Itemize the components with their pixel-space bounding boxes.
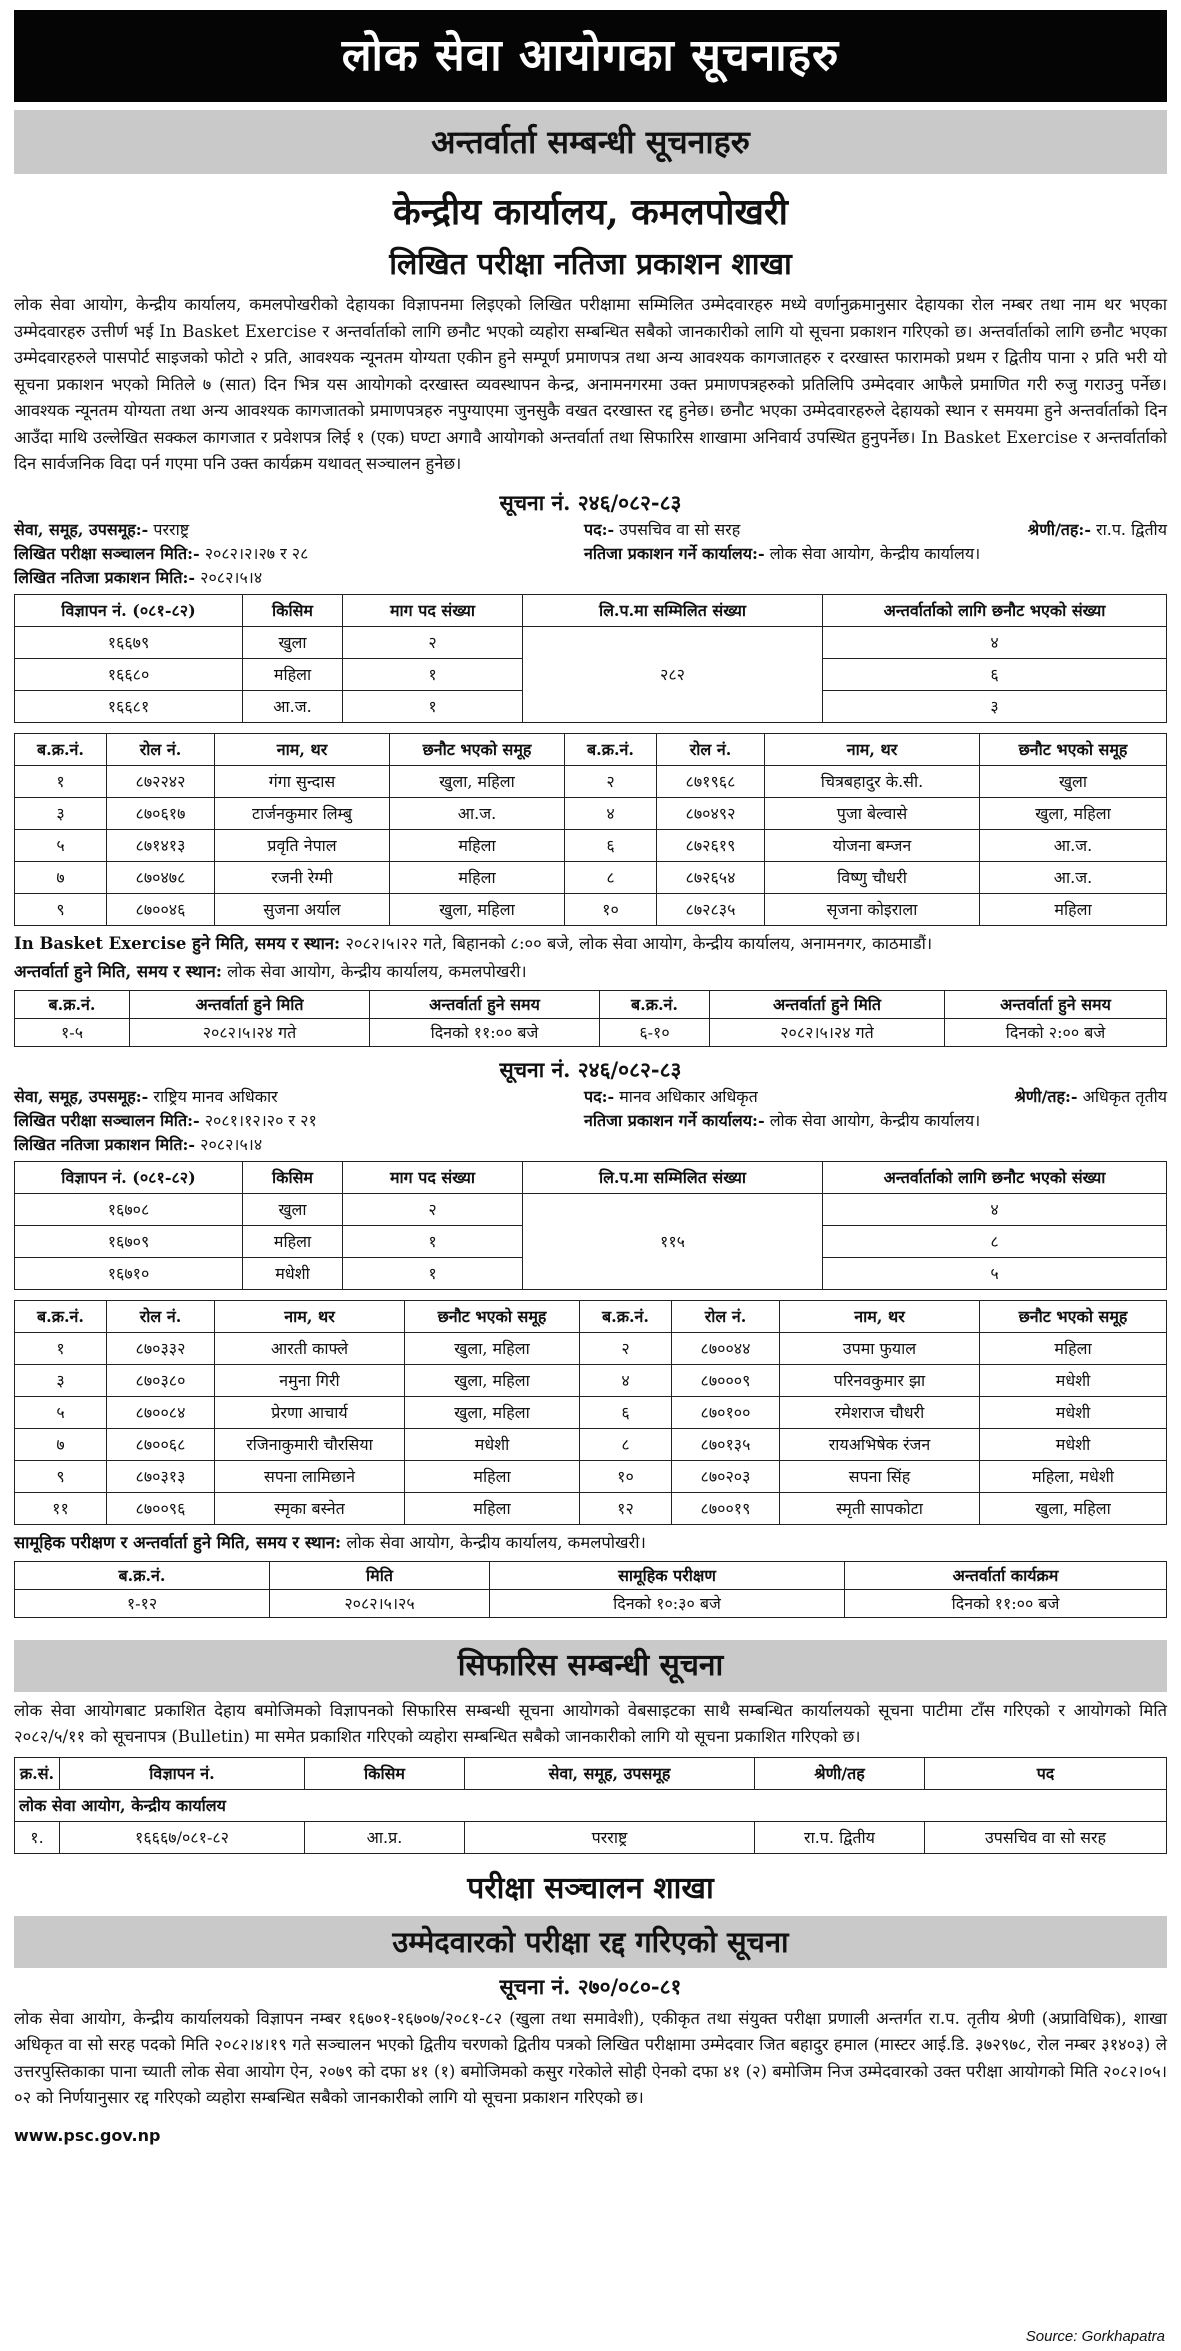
table-row [15, 765, 1167, 797]
cell: ५ [15, 1396, 107, 1428]
cell: आ.ज. [980, 829, 1167, 861]
table-header: नाम, थर [765, 733, 980, 765]
table-header: लि.प.मा सम्मिलित संख्या [523, 594, 823, 626]
cell: महिला, मधेशी [980, 1460, 1167, 1492]
cell: मधेशी [980, 1428, 1167, 1460]
cell: आ.ज. [243, 690, 343, 722]
cell: दिनको २:०० बजे [945, 1018, 1167, 1046]
table-header: ब.क्र.नं. [600, 990, 710, 1018]
cell: ८७०००९ [672, 1364, 780, 1396]
cell: ८७०३३२ [107, 1332, 215, 1364]
table-header: ब.क्र.नं. [15, 990, 130, 1018]
cell: चित्रबहादुर के.सी. [765, 765, 980, 797]
cell: ८७२६१९ [657, 829, 765, 861]
table-header: अन्तर्वार्ताको लागि छनौट भएको संख्या [823, 1161, 1167, 1193]
cell: खुला, महिला [405, 1364, 580, 1396]
level-value: अधिकृत तृतीय [1082, 1086, 1167, 1106]
exam-date-label: लिखित परीक्षा सञ्चालन मिति:- [14, 1110, 200, 1130]
table-header: माग पद संख्या [343, 594, 523, 626]
cell: ७ [15, 861, 107, 893]
table-header: ब.क्र.नं. [15, 1300, 107, 1332]
recommendation-title: सिफारिस सम्बन्धी सूचना [14, 1640, 1167, 1692]
cell: महिला [390, 861, 565, 893]
cell: ८७००१९ [672, 1492, 780, 1524]
table-header: पद [925, 1757, 1167, 1789]
group-test-info [14, 1529, 1167, 1557]
cell: १६६८० [15, 658, 243, 690]
notice-meta [14, 1109, 1167, 1133]
result-date-label: लिखित नतिजा प्रकाशन मिति:- [14, 567, 196, 587]
table-header: ब.क्र.नं. [15, 1561, 270, 1589]
cell: आरती काफ्ले [215, 1332, 405, 1364]
cell: नमुना गिरी [215, 1364, 405, 1396]
cell: ४ [565, 797, 657, 829]
cell: ८७०३१३ [107, 1460, 215, 1492]
result-date-label: लिखित नतिजा प्रकाशन मिति:- [14, 1134, 196, 1154]
interview-place-value: लोक सेवा आयोग, केन्द्रीय कार्यालय, कमलपोखरी। [227, 961, 527, 981]
cell: रायअभिषेक रंजन [780, 1428, 980, 1460]
table-header: रोल नं. [107, 733, 215, 765]
table-row [15, 1428, 1167, 1460]
table-header: अन्तर्वार्ता हुने समय [370, 990, 600, 1018]
cell: योजना बम्जन [765, 829, 980, 861]
cell: महिला [405, 1460, 580, 1492]
table-row [15, 1460, 1167, 1492]
cell: खुला, महिला [405, 1396, 580, 1428]
table-header: नाम, थर [780, 1300, 980, 1332]
notice-number: सूचना नं. २४६/०८२-८३ [499, 489, 682, 515]
cell: १ [343, 1257, 523, 1289]
cell: खुला [243, 626, 343, 658]
cell: २०८२।५।२५ [270, 1589, 490, 1617]
cell: १६७१० [15, 1257, 243, 1289]
cell: १ [343, 1225, 523, 1257]
table-header: रोल नं. [107, 1300, 215, 1332]
cell: १ [15, 1332, 107, 1364]
level-value: रा.प. द्वितीय [1096, 519, 1167, 539]
cell: २ [343, 626, 523, 658]
cell: ८७२६५४ [657, 861, 765, 893]
cell: ८७००४४ [672, 1332, 780, 1364]
cell: महिला [243, 658, 343, 690]
cell: ८७०३८० [107, 1364, 215, 1396]
cell: १२ [580, 1492, 672, 1524]
cell: ९ [15, 1460, 107, 1492]
cell: १६६८१ [15, 690, 243, 722]
table-header: ब.क्र.नं. [565, 733, 657, 765]
cell: मधेशी [980, 1396, 1167, 1428]
table-row [15, 797, 1167, 829]
cell: ३ [823, 690, 1167, 722]
interview-schedule-table [14, 990, 1167, 1047]
cell: ६ [565, 829, 657, 861]
group-place-label: सामूहिक परीक्षण र अन्तर्वार्ता हुने मिति, समय र स्थान: [14, 1532, 342, 1552]
cell: ८ [580, 1428, 672, 1460]
cell: परराष्ट्र [465, 1821, 755, 1853]
cell: ८७०४७८ [107, 861, 215, 893]
cell: टार्जनकुमार लिम्बु [215, 797, 390, 829]
cell: ८७००९६ [107, 1492, 215, 1524]
table-row [15, 1396, 1167, 1428]
notice-number: सूचना नं. २७०/०८०-८१ [499, 1973, 682, 1999]
table-row [15, 1018, 1167, 1046]
exam-date-label: लिखित परीक्षा सञ्चालन मिति:- [14, 543, 200, 563]
interview-place-label: अन्तर्वार्ता हुने मिति, समय र स्थान: [14, 961, 222, 981]
cell: विष्णु चौधरी [765, 861, 980, 893]
cell: ८ [565, 861, 657, 893]
table-header: रोल नं. [657, 733, 765, 765]
cell: मधेशी [980, 1364, 1167, 1396]
cell: ८७००८४ [107, 1396, 215, 1428]
table-row [15, 1332, 1167, 1364]
cancellation-title: उम्मेदवारको परीक्षा रद्द गरिएको सूचना [14, 1916, 1167, 1968]
post-label: पद:- [584, 519, 615, 539]
service-label: सेवा, समूह, उपसमूह:- [14, 1086, 149, 1106]
table-header: किसिम [243, 1161, 343, 1193]
cell: ३ [15, 1364, 107, 1396]
table-header: ब.क्र.नं. [580, 1300, 672, 1332]
cell: सपना सिंह [780, 1460, 980, 1492]
cell: प्रवृति नेपाल [215, 829, 390, 861]
service-label: सेवा, समूह, उपसमूह:- [14, 519, 149, 539]
exam-branch-heading: परीक्षा सञ्चालन शाखा [467, 1870, 714, 1906]
notice-meta [14, 518, 1167, 542]
service-value: राष्ट्रिय मानव अधिकार [153, 1086, 278, 1106]
cell: महिला [405, 1492, 580, 1524]
cell: ८७१४१३ [107, 829, 215, 861]
advertisement-table [14, 1161, 1167, 1290]
table-header: विज्ञापन नं. (०८१-८२) [15, 1161, 243, 1193]
cell: खुला [980, 765, 1167, 797]
cell: खुला, महिला [390, 893, 565, 925]
post-value: उपसचिव वा सो सरह [619, 519, 741, 539]
cell: उपमा फुयाल [780, 1332, 980, 1364]
cell: दिनको ११:०० बजे [845, 1589, 1167, 1617]
interview-place-info [14, 958, 1167, 986]
cell: ८७०२०३ [672, 1460, 780, 1492]
cell: ८७००६८ [107, 1428, 215, 1460]
level-label: श्रेणी/तह:- [1014, 1086, 1078, 1106]
cell: ८७०१०० [672, 1396, 780, 1428]
inbasket-label: In Basket Exercise हुने मिति, समय र स्थान: [14, 933, 341, 953]
cell: मधेशी [405, 1428, 580, 1460]
table-header: ब.क्र.नं. [15, 733, 107, 765]
cell: सुजना अर्याल [215, 893, 390, 925]
cell: १ [343, 658, 523, 690]
cell: १ [15, 765, 107, 797]
candidate-table [14, 733, 1167, 926]
cell: ३ [15, 797, 107, 829]
cell: ४ [580, 1364, 672, 1396]
table-header: छनौट भएको समूह [980, 733, 1167, 765]
table-row [15, 626, 1167, 658]
cell: ४ [823, 626, 1167, 658]
cell: खुला [243, 1193, 343, 1225]
notice-meta [14, 1133, 1167, 1157]
table-header: सामूहिक परीक्षण [490, 1561, 845, 1589]
cell: उपसचिव वा सो सरह [925, 1821, 1167, 1853]
table-header: श्रेणी/तह [755, 1757, 925, 1789]
post-label: पद:- [584, 1086, 615, 1106]
office-value: लोक सेवा आयोग, केन्द्रीय कार्यालय। [769, 1110, 981, 1130]
table-header: रोल नं. [672, 1300, 780, 1332]
table-header: अन्तर्वार्ताको लागि छनौट भएको संख्या [823, 594, 1167, 626]
exam-date: २०८१।१२।२० र २१ [204, 1110, 317, 1130]
cancellation-paragraph: लोक सेवा आयोग, केन्द्रीय कार्यालयको विज्ञापन नम्बर १६७०१-१६७०७/२०८१-८२ (खुला तथा समावेशी), एकीकृत तथा संयुक्त परीक्षा प्रणाली अन्तर्गत रा.प. तृतीय श्रेणी (अप्राविधिक), शाखा अधिकृत वा सो सरह पदको मिति २०८२।४।१९ गते सञ्चालन भएको द्वितीय चरणको द्वितीय पत्रको लिखित परीक्षामा उम्मेदवार जित बहादुर हमाल (मास्टर आई.डि. ३७२९७८, रोल नम्बर ३१४०३) ले उत्तरपुस्तिकाका पाना च्याती लोक सेवा आयोग ऐन, २०७९ को दफा ४१ (१) बमोजिमको कसुर गरेकोले सोही ऐनको दफा ४१ (२) बमोजिम निज उम्मेदवारको उक्त परीक्षा आयोगको मिति २०८२।०५।०२ को निर्णयानुसार रद्द गरिएको व्यहोरा सम्बन्धित सबैको जानकारीको लागि यो सूचना प्रकाशन गरिएको छ। [14, 2008, 1167, 2107]
cell: खुला, महिला [390, 765, 565, 797]
cell: सपना लामिछाने [215, 1460, 405, 1492]
cell: ५ [15, 829, 107, 861]
cell: १६६७९ [15, 626, 243, 658]
interview-section-title: अन्तर्वार्ता सम्बन्धी सूचनाहरु [14, 110, 1167, 174]
notice-meta [14, 566, 1167, 590]
result-date: २०८२।५।४ [200, 1134, 263, 1154]
cell: परिनवकुमार झा [780, 1364, 980, 1396]
cell: ९ [15, 893, 107, 925]
cell: २ [565, 765, 657, 797]
candidate-table [14, 1300, 1167, 1525]
cell: आ.प्र. [305, 1821, 465, 1853]
table-header: मिति [270, 1561, 490, 1589]
post-value: मानव अधिकार अधिकृत [619, 1086, 758, 1106]
branch-heading: लिखित परीक्षा नतिजा प्रकाशन शाखा [389, 247, 792, 282]
table-header: छनौट भएको समूह [405, 1300, 580, 1332]
cell: ८७०१३५ [672, 1428, 780, 1460]
office-label: नतिजा प्रकाशन गर्ने कार्यालय:- [584, 543, 765, 563]
table-row [15, 861, 1167, 893]
result-date: २०८२।५।४ [200, 567, 263, 587]
cell: १-१२ [15, 1589, 270, 1617]
notice-number: सूचना नं. २४६/०८२-८३ [499, 1056, 682, 1082]
cell: १० [565, 893, 657, 925]
cell: रा.प. द्वितीय [755, 1821, 925, 1853]
table-row [15, 1193, 1167, 1225]
cell: प्रेरणा आचार्य [215, 1396, 405, 1428]
cell: महिला [980, 1332, 1167, 1364]
inbasket-value: २०८२।५।२२ गते, बिहानको ८:०० बजे, लोक सेवा आयोग, केन्द्रीय कार्यालय, अनामनगर, काठमाडौं। [345, 933, 933, 953]
cell: महिला [390, 829, 565, 861]
cell: २ [343, 1193, 523, 1225]
intro-paragraph: लोक सेवा आयोग, केन्द्रीय कार्यालय, कमलपोखरीको देहायका विज्ञापनमा लिइएको लिखित परीक्षामा सम्मिलित उम्मेदवारहरु मध्ये वर्णानुक्रमानुसार देहायका रोल नम्बर तथा नाम थर भएका उम्मेदवारहरु उत्तीर्ण भई In Basket Exercise र अन्तर्वार्ताको लागि छनौट भएको व्यहोरा सम्बन्धित सबैको जानकारीको लागि यो सूचना प्रकाशन गरिएको छ। अन्तर्वार्ताको लागि छनौट भएका उम्मेदवारहरुले पासपोर्ट साइजको फोटो २ प्रति, आवश्यक न्यूनतम योग्यता एकीन हुने सम्पूर्ण प्रमाणपत्र तथा अन्य आवश्यक कागजातहरु र दरखास्त फारामको प्रथम र द्वितीय पाना २ प्रति भरी यो सूचना प्रकाशन भएको मितिले ७ (सात) दिन भित्र यस आयोगको दरखास्त व्यवस्थापन केन्द्र, अनामनगरमा उक्त प्रमाणपत्रहरुको प्रतिलिपि उम्मेदवार आफैले प्रमाणित गरी रुजु गराउनु पर्नेछ। आवश्यक न्यूनतम योग्यता तथा अन्य आवश्यक कागजातको प्रमाणपत्रहरु नपुग्याएमा जुनसुकै वखत दरखास्त रद्द हुनेछ। छनौट भएका उम्मेदवारहरुले देहायको स्थान र समयमा हुने अन्तर्वार्ताको दिन आउँदा माथि उल्लेखित सक्कल कागजात र प्रवेशपत्र लिई १ (एक) घण्टा अगावै आयोगको अन्तर्वार्ता तथा सिफारिस शाखामा अनिवार्य उपस्थित हुनुपर्नेछ। In Basket Exercise र अन्तर्वार्ताको दिन सार्वजनिक विदा पर्न गएमा पनि उक्त कार्यक्रम यथावत् सञ्चालन हुनेछ। [14, 295, 1167, 473]
cell: ४ [823, 1193, 1167, 1225]
cell: ८७१९६८ [657, 765, 765, 797]
table-header: नाम, थर [215, 1300, 405, 1332]
appeared-count: ११५ [523, 1193, 823, 1289]
office-heading: केन्द्रीय कार्यालय, कमलपोखरी [392, 191, 788, 233]
appeared-count: २८२ [523, 626, 823, 722]
cell: गंगा सुन्दास [215, 765, 390, 797]
website-text: www.psc.gov.np [14, 2125, 161, 2145]
table-header: छनौट भएको समूह [980, 1300, 1167, 1332]
table-row [15, 1821, 1167, 1853]
table-row [15, 893, 1167, 925]
cell: दिनको १०:३० बजे [490, 1589, 845, 1617]
cell: १६७०८ [15, 1193, 243, 1225]
cell: १६७०९ [15, 1225, 243, 1257]
table-header: अन्तर्वार्ता हुने समय [945, 990, 1167, 1018]
cell: रजनी रेग्मी [215, 861, 390, 893]
cell: १-५ [15, 1018, 130, 1046]
cell: आ.ज. [390, 797, 565, 829]
notice-meta [14, 542, 1167, 566]
cell: ६ [580, 1396, 672, 1428]
cell: ६ [823, 658, 1167, 690]
table-header: अन्तर्वार्ता हुने मिति [130, 990, 370, 1018]
table-header: अन्तर्वार्ता कार्यक्रम [845, 1561, 1167, 1589]
cell: २ [580, 1332, 672, 1364]
table-row [15, 829, 1167, 861]
inbasket-info [14, 930, 1167, 958]
main-title: लोक सेवा आयोगका सूचनाहरु [14, 10, 1167, 102]
cell: १६६६७/०८१-८२ [60, 1821, 305, 1853]
table-row [15, 1364, 1167, 1396]
group-place-value: लोक सेवा आयोग, केन्द्रीय कार्यालय, कमलपोखरी। [346, 1532, 646, 1552]
table-header: माग पद संख्या [343, 1161, 523, 1193]
cell: ७ [15, 1428, 107, 1460]
cell: ८७२२४२ [107, 765, 215, 797]
notice-meta [14, 1085, 1167, 1109]
cell: १ [343, 690, 523, 722]
cell: दिनको ११:०० बजे [370, 1018, 600, 1046]
cell: ६-१० [600, 1018, 710, 1046]
cell: पुजा बेल्वासे [765, 797, 980, 829]
table-row [15, 1789, 1167, 1821]
recommendation-table [14, 1757, 1167, 1854]
cell: १० [580, 1460, 672, 1492]
table-header: किसिम [243, 594, 343, 626]
cell: रजिनाकुमारी चौरसिया [215, 1428, 405, 1460]
exam-date: २०८२।२।२७ र २८ [204, 543, 309, 563]
cell: स्मृती सापकोटा [780, 1492, 980, 1524]
office-value: लोक सेवा आयोग, केन्द्रीय कार्यालय। [769, 543, 981, 563]
cell: ८७००४६ [107, 893, 215, 925]
group-schedule-table [14, 1561, 1167, 1618]
cell: महिला [980, 893, 1167, 925]
recommendation-paragraph: लोक सेवा आयोगबाट प्रकाशित देहाय बमोजिमको विज्ञापनको सिफारिस सम्बन्धी सूचना आयोगको वेबसाइटका साथै सम्बन्धित कार्यालयको सूचना पाटीमा टाँस गरिएको र आयोगको मिति २०८२/५/११ को सूचनापत्र (Bulletin) मा समेत प्रकाशित गरिएको व्यहोरा सम्बन्धित सबैको जानकारीको लागि यो सूचना प्रकाशित गरिएको छ। [14, 1700, 1167, 1746]
office-row: लोक सेवा आयोग, केन्द्रीय कार्यालय [15, 1789, 1167, 1821]
table-row [15, 1589, 1167, 1617]
table-header: नाम, थर [215, 733, 390, 765]
table-header: लि.प.मा सम्मिलित संख्या [523, 1161, 823, 1193]
source-credit: Source: Gorkhapatra [1025, 2328, 1165, 2345]
advertisement-table [14, 594, 1167, 723]
cell: ५ [823, 1257, 1167, 1289]
cell: २०८२।५।२४ गते [130, 1018, 370, 1046]
table-header: अन्तर्वार्ता हुने मिति [710, 990, 945, 1018]
table-header: छनौट भएको समूह [390, 733, 565, 765]
cell: रमेशराज चौधरी [780, 1396, 980, 1428]
cell: ८७२८३५ [657, 893, 765, 925]
office-label: नतिजा प्रकाशन गर्ने कार्यालय:- [584, 1110, 765, 1130]
cell: ८ [823, 1225, 1167, 1257]
cell: खुला, महिला [405, 1332, 580, 1364]
cell: ११ [15, 1492, 107, 1524]
cell: १. [15, 1821, 60, 1853]
table-header: विज्ञापन नं. [60, 1757, 305, 1789]
cell: खुला, महिला [980, 1492, 1167, 1524]
cell: सृजना कोइराला [765, 893, 980, 925]
cell: खुला, महिला [980, 797, 1167, 829]
cell: स्मृका बस्नेत [215, 1492, 405, 1524]
cell: महिला [243, 1225, 343, 1257]
cell: आ.ज. [980, 861, 1167, 893]
table-header: किसिम [305, 1757, 465, 1789]
table-row [15, 1492, 1167, 1524]
cell: २०८२।५।२४ गते [710, 1018, 945, 1046]
cell: ८७०६१७ [107, 797, 215, 829]
service-value: परराष्ट्र [153, 519, 190, 539]
level-label: श्रेणी/तह:- [1027, 519, 1091, 539]
table-header: क्र.सं. [15, 1757, 60, 1789]
cell: ८७०४९२ [657, 797, 765, 829]
table-header: विज्ञापन नं. (०८१-८२) [15, 594, 243, 626]
cell: मधेशी [243, 1257, 343, 1289]
table-header: सेवा, समूह, उपसमूह [465, 1757, 755, 1789]
